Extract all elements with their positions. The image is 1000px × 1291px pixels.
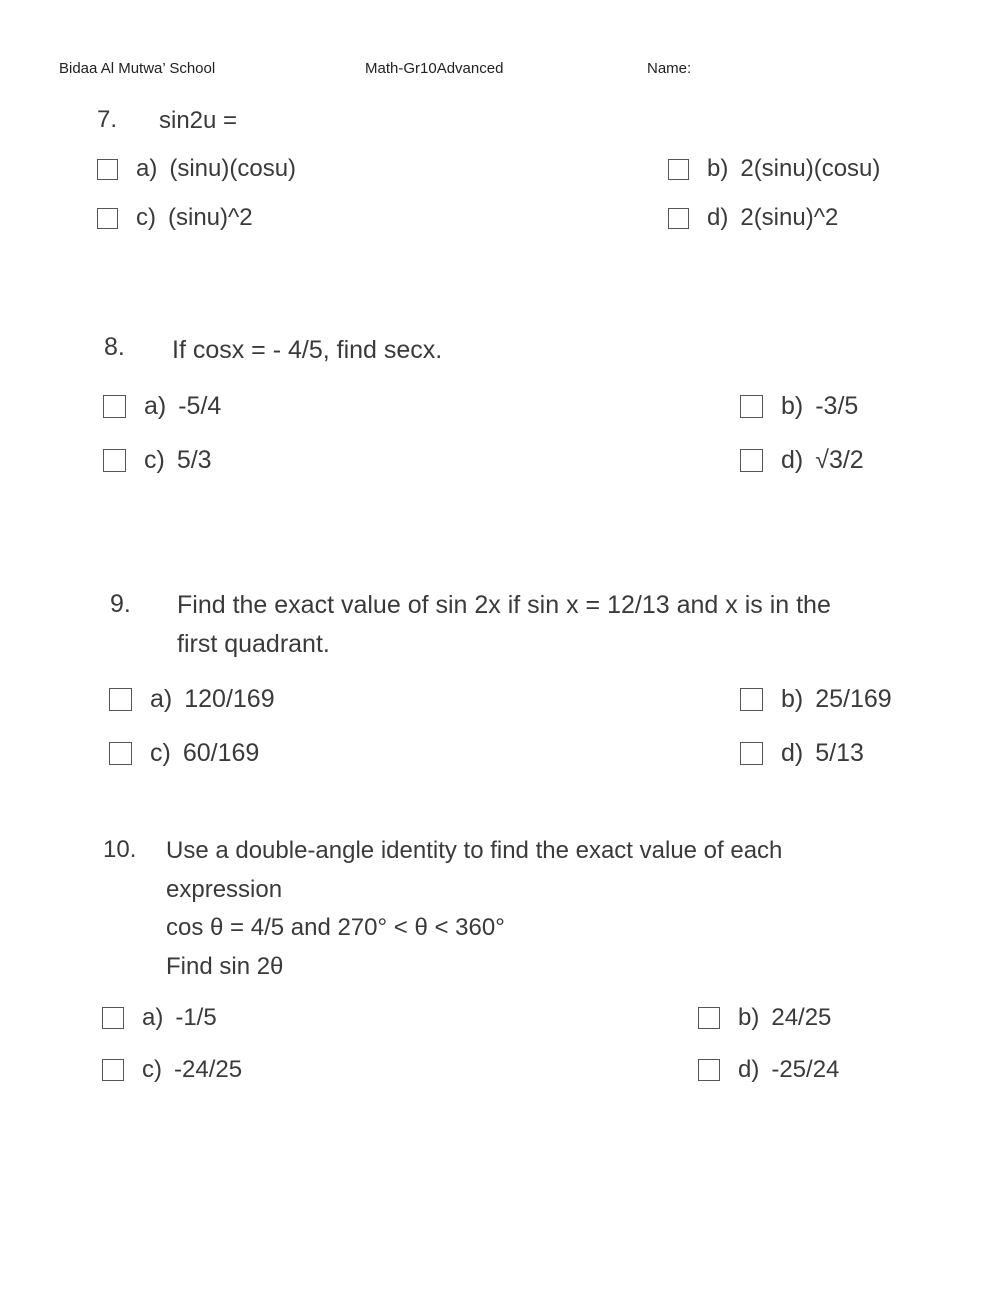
option-text: -1/5: [175, 1004, 217, 1031]
option-checkbox[interactable]: [740, 449, 763, 472]
option-letter: c): [144, 446, 165, 474]
question-line: sin2u =: [159, 107, 238, 134]
option-letter: b): [738, 1004, 760, 1031]
option-text: 2(sinu)^2: [740, 204, 839, 231]
question-line: expression: [166, 875, 283, 903]
option-letter: b): [781, 685, 804, 713]
option-text: 120/169: [184, 685, 275, 713]
option-text: -5/4: [178, 392, 222, 420]
option-text: -25/24: [771, 1056, 840, 1083]
option-checkbox[interactable]: [109, 742, 132, 765]
option-checkbox[interactable]: [103, 449, 126, 472]
option-text: -3/5: [815, 392, 859, 420]
option-letter: a): [136, 155, 158, 182]
question-text: [166, 832, 782, 986]
option-text: 2(sinu)(cosu): [740, 155, 881, 182]
option-checkbox[interactable]: [698, 1059, 720, 1081]
option-text: (sinu)(cosu): [169, 155, 297, 182]
option-text: 5/13: [815, 739, 864, 767]
option-letter: b): [707, 155, 729, 182]
question-text: [177, 586, 831, 664]
option-checkbox[interactable]: [103, 395, 126, 418]
option-c[interactable]: [109, 739, 259, 768]
question-text: [159, 102, 237, 139]
option-letter: c): [142, 1056, 162, 1083]
option-d[interactable]: [740, 446, 864, 475]
question-line: Find the exact value of sin 2x if sin x = 12/13 and x is in the: [177, 591, 831, 619]
option-text: -24/25: [174, 1056, 243, 1083]
option-letter: d): [707, 204, 729, 231]
option-letter: b): [781, 392, 804, 420]
option-text: √3/2: [815, 446, 864, 474]
option-c[interactable]: [97, 204, 253, 232]
option-checkbox[interactable]: [668, 208, 689, 229]
option-checkbox[interactable]: [740, 395, 763, 418]
option-letter: a): [144, 392, 167, 420]
option-checkbox[interactable]: [102, 1007, 124, 1029]
option-letter: a): [142, 1004, 164, 1031]
question-line: cos θ = 4/5 and 270° < θ < 360°: [166, 914, 505, 941]
question-number: 9.: [110, 590, 131, 618]
option-checkbox[interactable]: [97, 208, 118, 229]
option-checkbox[interactable]: [109, 688, 132, 711]
option-checkbox[interactable]: [740, 742, 763, 765]
option-a[interactable]: [102, 1004, 217, 1032]
option-letter: d): [781, 739, 804, 767]
option-c[interactable]: [102, 1056, 242, 1084]
option-a[interactable]: [109, 685, 275, 714]
option-d[interactable]: [668, 204, 838, 232]
option-text: 5/3: [176, 446, 212, 474]
option-checkbox[interactable]: [740, 688, 763, 711]
option-checkbox[interactable]: [698, 1007, 720, 1029]
option-d[interactable]: [740, 739, 864, 768]
option-text: 60/169: [182, 739, 260, 767]
option-a[interactable]: [97, 155, 296, 183]
option-text: 25/169: [815, 685, 892, 713]
option-b[interactable]: [740, 392, 858, 421]
option-letter: d): [781, 446, 804, 474]
option-b[interactable]: [668, 155, 880, 183]
option-a[interactable]: [103, 392, 221, 421]
school-name: Bidaa Al Mutwa’ School: [59, 60, 216, 77]
question-number: 7.: [97, 106, 118, 133]
option-d[interactable]: [698, 1056, 839, 1084]
option-letter: d): [738, 1056, 760, 1083]
option-checkbox[interactable]: [97, 159, 118, 180]
question-number: 10.: [103, 836, 137, 863]
option-letter: a): [150, 685, 173, 713]
question-line: Find sin 2θ: [166, 952, 284, 980]
option-b[interactable]: [698, 1004, 831, 1032]
question-text: [172, 331, 442, 370]
option-checkbox[interactable]: [668, 159, 689, 180]
option-text: (sinu)^2: [168, 204, 253, 231]
question-line: Use a double-angle identity to find the exact value of each: [166, 837, 783, 864]
option-letter: c): [136, 204, 156, 231]
subject-label: Math-Gr10Advanced: [365, 60, 504, 77]
option-letter: c): [150, 739, 171, 767]
option-c[interactable]: [103, 446, 212, 475]
question-number: 8.: [104, 333, 125, 361]
question-line: If cosx = - 4/5, find secx.: [172, 336, 443, 364]
student-name-label: Name:: [647, 60, 692, 77]
option-text: 24/25: [771, 1004, 832, 1031]
question-line: first quadrant.: [177, 629, 330, 658]
option-b[interactable]: [740, 685, 892, 714]
option-checkbox[interactable]: [102, 1059, 124, 1081]
